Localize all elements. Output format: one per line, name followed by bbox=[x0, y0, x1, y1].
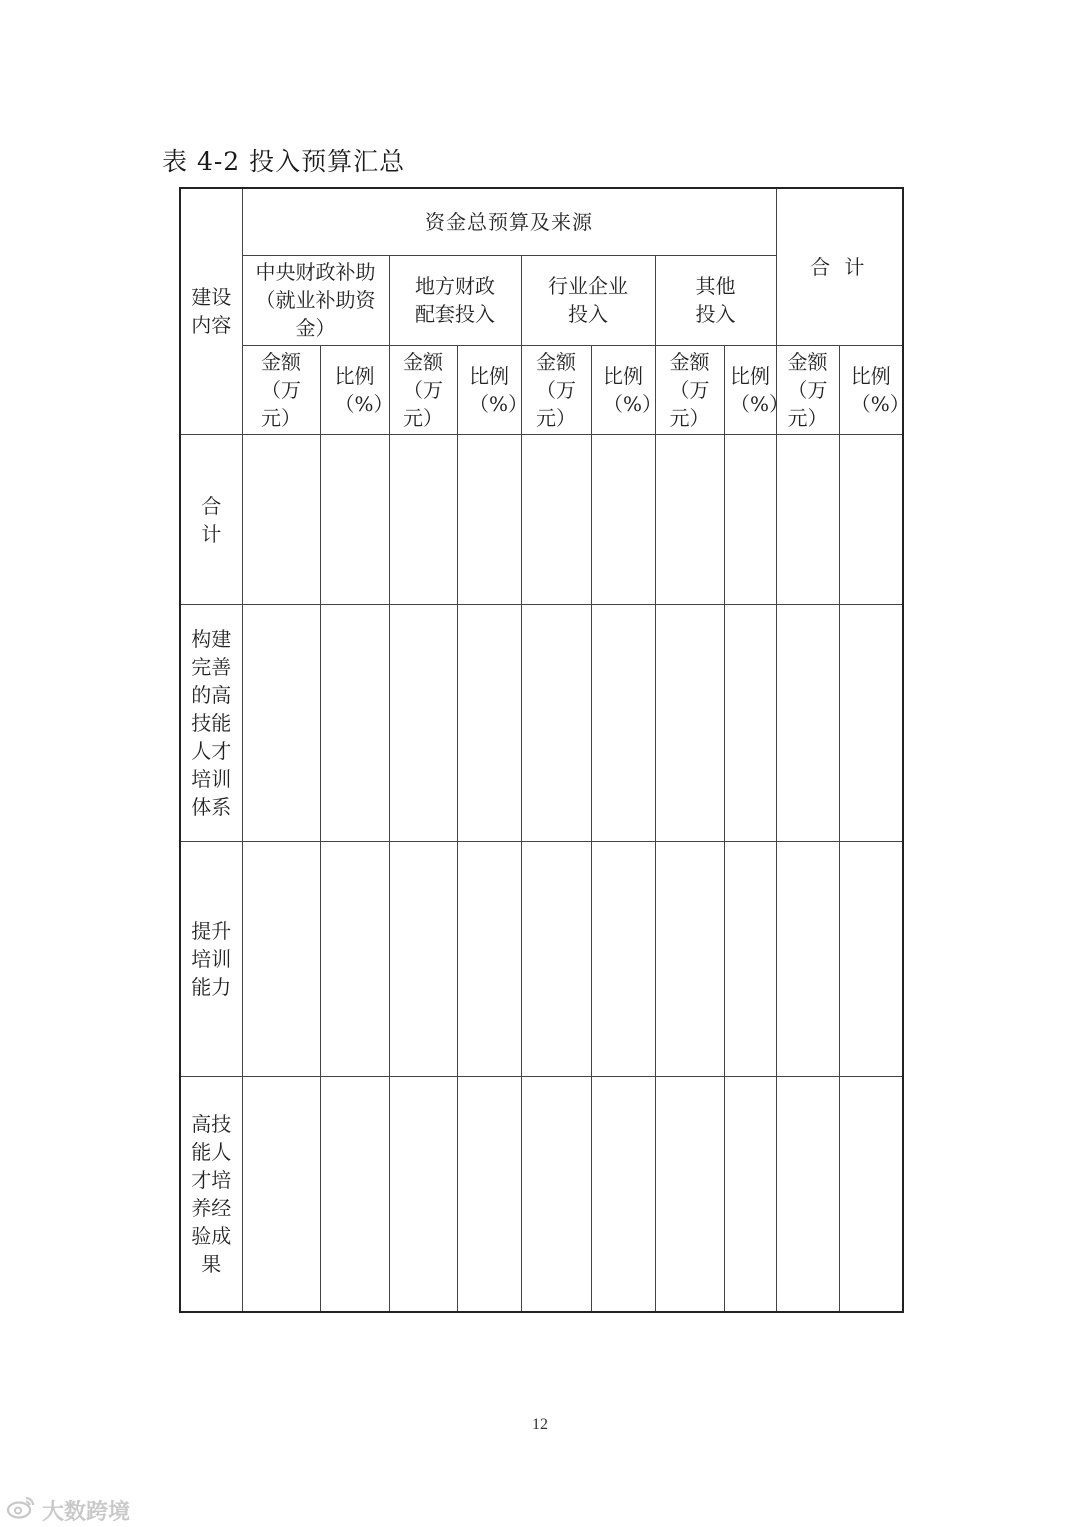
row-label: 构建完善的高技能人才培训体系 bbox=[191, 626, 232, 819]
data-cell bbox=[591, 1077, 655, 1312]
table-row bbox=[180, 1077, 903, 1312]
header-source-industry-label: 行业企业投入 bbox=[548, 274, 628, 327]
data-cell bbox=[724, 434, 776, 604]
data-cell bbox=[655, 434, 724, 604]
data-cell bbox=[320, 605, 389, 841]
data-cell bbox=[776, 841, 839, 1076]
header-amount bbox=[521, 345, 591, 434]
data-cell bbox=[776, 605, 839, 841]
header-ratio-label: 比例（%） bbox=[334, 363, 394, 416]
row-label-cell bbox=[180, 841, 242, 1076]
data-cell bbox=[776, 1077, 839, 1312]
header-amount-label: 金额（万元） bbox=[536, 349, 576, 430]
header-ratio bbox=[320, 345, 394, 434]
data-cell bbox=[457, 605, 521, 841]
data-cell bbox=[724, 841, 776, 1076]
header-ratio bbox=[457, 345, 529, 434]
data-cell bbox=[521, 605, 591, 841]
data-cell bbox=[521, 841, 591, 1076]
data-cell bbox=[242, 1077, 320, 1312]
data-cell bbox=[839, 1077, 903, 1312]
header-total-amount bbox=[776, 345, 839, 434]
header-ratio bbox=[724, 345, 790, 434]
page-number: 12 bbox=[532, 1416, 548, 1433]
data-cell bbox=[242, 841, 320, 1076]
header-amount-label: 金额（万元） bbox=[261, 349, 301, 430]
header-ratio-label: 比例（%） bbox=[603, 363, 663, 416]
header-amount bbox=[655, 345, 724, 434]
data-cell bbox=[320, 841, 389, 1076]
data-cell bbox=[655, 1077, 724, 1312]
row-label: 提升培训能力 bbox=[191, 918, 232, 999]
header-construction-content bbox=[180, 188, 242, 434]
table-row bbox=[180, 434, 903, 604]
data-cell bbox=[839, 434, 903, 604]
header-source-central bbox=[242, 255, 389, 345]
data-cell bbox=[389, 1077, 457, 1312]
data-cell bbox=[457, 434, 521, 604]
table-caption: 表 4-2 投入预算汇总 bbox=[162, 147, 406, 176]
row-label: 合计 bbox=[201, 493, 222, 546]
header-construction-content-label: 建设内容 bbox=[191, 285, 232, 338]
data-cell bbox=[242, 434, 320, 604]
data-cell bbox=[457, 841, 521, 1076]
header-source-other-label: 其他投入 bbox=[695, 274, 736, 327]
header-source-central-label: 中央财政补助（就业补助资金） bbox=[255, 260, 376, 341]
header-total-ratio bbox=[839, 345, 910, 434]
row-label-cell bbox=[180, 605, 242, 841]
data-cell bbox=[320, 434, 389, 604]
data-cell bbox=[242, 605, 320, 841]
header-funding-sources: 资金总预算及来源 bbox=[242, 188, 776, 255]
data-cell bbox=[521, 1077, 591, 1312]
table-row bbox=[180, 605, 903, 841]
data-cell bbox=[776, 434, 839, 604]
watermark bbox=[6, 1494, 130, 1526]
row-label: 高技能人才培养经验成果 bbox=[191, 1112, 232, 1277]
data-cell bbox=[389, 434, 457, 604]
header-ratio-label: 比例（%） bbox=[730, 363, 790, 416]
row-label-cell bbox=[180, 1077, 242, 1312]
data-cell bbox=[521, 434, 591, 604]
data-cell bbox=[724, 605, 776, 841]
watermark-text: 大数跨境 bbox=[42, 1499, 131, 1525]
data-cell bbox=[457, 1077, 521, 1312]
header-source-local-label: 地方财政配套投入 bbox=[415, 274, 495, 327]
data-cell bbox=[389, 841, 457, 1076]
header-ratio bbox=[591, 345, 663, 434]
data-cell bbox=[320, 1077, 389, 1312]
header-source-local bbox=[389, 255, 521, 345]
header-amount-label: 金额（万元） bbox=[669, 349, 710, 430]
data-cell bbox=[655, 841, 724, 1076]
data-cell bbox=[591, 605, 655, 841]
data-cell bbox=[839, 605, 903, 841]
data-cell bbox=[724, 1077, 776, 1312]
header-source-industry bbox=[521, 255, 655, 345]
data-cell bbox=[655, 605, 724, 841]
header-ratio-label: 比例（%） bbox=[469, 363, 529, 416]
data-cell bbox=[591, 841, 655, 1076]
header-amount-label: 金额（万元） bbox=[403, 349, 443, 430]
header-source-other bbox=[655, 255, 776, 345]
header-amount bbox=[389, 345, 457, 434]
table-row bbox=[180, 841, 903, 1076]
data-cell bbox=[839, 841, 903, 1076]
weibo-logo-icon bbox=[6, 1495, 42, 1525]
header-total-amount-label: 金额（万元） bbox=[787, 349, 828, 430]
header-total-ratio-label: 比例（%） bbox=[850, 363, 910, 416]
data-cell bbox=[591, 434, 655, 604]
budget-summary-table bbox=[179, 187, 910, 1313]
header-total: 合 计 bbox=[776, 188, 903, 345]
row-label-cell bbox=[180, 434, 242, 604]
data-cell bbox=[389, 605, 457, 841]
header-amount bbox=[242, 345, 320, 434]
